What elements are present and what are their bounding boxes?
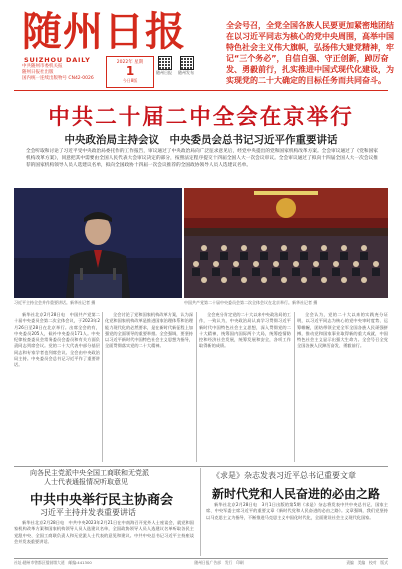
qr-code-icon[interactable] [158,56,172,70]
plenum-slogan: 全会号召，全党全国各族人民要更加紧密地团结在以习近平同志为核心的党中央周围，高举中国特色社会主义伟大旗帜，弘扬伟大建党精神，牢记“三个务必”，自信自强、守正创新，踔厉奋发、勇毅前行，扎实推进中国式现代化建设，为实现党的二十大确定的目标任务而共同奋斗。 [226,21,394,85]
story2-headline[interactable]: 新时代党和人民奋进的必由之路 [212,487,381,501]
footer-address: 社址:随州市曾都区擂鼓墩大道 邮编:441300 [14,560,92,565]
masthead-divider [14,90,388,91]
column-divider [294,312,295,462]
column-divider [196,312,197,462]
story1-subhead: 习近平主持并发表重要讲话 [40,508,136,517]
issue-date: 2022年 星期 [116,60,144,65]
page-footer [14,558,388,566]
main-headline[interactable]: 中共二十届二中全会在京举行 [48,105,354,130]
article-paragraph: 全会充分肯定党的二十大以来中央政治局的工作，一致认为，中央政治局认真学习贯彻习近平新时代中国特色社会主义思想，深入贯彻党的二十大精神，统筹国内国际两个大局，统筹疫情防控和经济社会发展，统筹发展和安全，各项工作取得新的成绩。 [199,312,291,349]
story1-kicker: 向各民主党派中央全国工商联和无党派 [30,469,149,477]
story1-headline[interactable]: 中共中央举行民主协商会 [30,493,174,508]
masthead-info-line: 国内统一连续出版物号 CN42-0026 [22,76,94,81]
story2-text [206,502,388,556]
story1-text [14,520,194,556]
article-column [105,312,193,462]
masthead-info-line: 随州日报社出版 [22,70,54,75]
article-column [14,312,100,462]
article-column [199,312,291,462]
masthead-info-line: 中共随州市委机关报 [22,64,63,69]
article-paragraph: 新华社北京2月28日电 中国共产党第二十届中央委员会第二次全体会议，于2023年2月26日至28日在北京举行。出席全会的有，中央委员205人，候补中央委员171人。中央纪律检查委员会常务委员会委员和有关方面负责同志列席会议。党的二十大代表中部分基层同志和专家学者也列席会议。全会由中央政治局主持。中央委员会总书记习近平作了重要讲话。 [14,312,100,368]
leader-speech-photo[interactable] [14,188,182,298]
newspaper-logo: 随州日报 [22,8,186,55]
story1-paragraph: 新华社北京2月28日电 中共中央2023年2月21日在中南海召开党外人士座谈会，就党和国家机构改革方案和国家机构领导人员人选建议名单，全国政协领导人员人选建议名单听取各民主党派中央、全国工商联负责人和无党派人士代表的意见和建议。中共中央总书记习近平主持座谈会并发表重要讲话。 [14,520,194,544]
qr-label: 随州日报 [156,70,172,75]
issue-pages: 今日8版 [122,78,138,83]
article-column [297,312,388,462]
photo1-caption: 习近平主持全会并作重要讲话。新华社记者 摄 [14,300,96,305]
plenum-hall-photo[interactable] [184,188,388,298]
story1-kicker: 人士代表通报情况听取意见 [44,478,128,486]
article-paragraph: 全会认为，党的二十大以来的实践充分证明，以习近平同志为核心的党中央审时度势、运筹帷幄，团结带领全党全军全国各族人民顽强拼搏，推动党和国家事业取得新的重大成就，中国特色社会主义显示出强大生命力。全会号召全党全国各族人民踔厉奋发、勇毅前行。 [297,312,388,349]
leader-speech-illustration [14,188,182,298]
article-paragraph: 全会讨论了党和国家机构改革方案，认为深化党和国家机构改革是推进国家治理体系和治理能力现代化的必然要求，是在新时代新征程上加强党的全面领导的重要举措。全会强调，要坚持以习近平新时代中国特色社会主义思想为指导，全面贯彻落实党的二十大精神。 [105,312,193,349]
photo2-caption: 中国共产党第二十届中央委员会第二次全体会议在北京举行。新华社记者 摄 [184,300,318,305]
issue-number: 1 [125,64,135,78]
story2-kicker: 《求是》杂志发表习近平总书记重要文章 [212,471,356,480]
column-divider [102,312,103,462]
qr-label: 随州发布 [178,70,194,75]
masthead-info [22,64,102,82]
sub-headline: 中央政治局主持会议 中央委员会总书记习近平作重要讲话 [64,134,338,146]
story2-paragraph: 新华社北京2月28日电 3月1日出版的第5期《求是》杂志将发表中共中央总书记、国家主席、中央军委主席习近平的重要文章《新时代党和人民奋进的必由之路》。文章强调，我们党坚持以马克思主义为指导，不断推进马克思主义中国化时代化，全面建设社会主义现代化国家。 [206,502,388,520]
qr-code-icon[interactable] [180,56,194,70]
footer-editors: 责编 美编 校对 版式 [346,560,388,565]
lead-paragraph: 全会听取和讨论了习近平受中央政治局委托作的工作报告，审议通过了中央政治局向广泛征求意见后，经党中央提出的党和国家机构改革方案。全会审议通过了《党和国家机构改革方案》，同意把其中需要由全国人民代表大会审议决定的部分，按照法定程序提交十四届全国人大一次会议审议。全会审议通过了拟向十四届全国人大一次会议推荐的国家机构领导人员人选建议名单，拟向全国政协十四届一次会议推荐的全国政协领导人员人选建议名单。 [26,149,378,168]
plenum-hall-illustration [184,188,388,298]
section-divider [14,466,388,467]
issue-date-box [106,56,154,88]
column-divider [200,468,201,556]
footer-publisher: 随州日报广告部 发行 印刷 [194,560,244,565]
newspaper-pinyin: SUIZHOU DAILY [24,56,91,64]
